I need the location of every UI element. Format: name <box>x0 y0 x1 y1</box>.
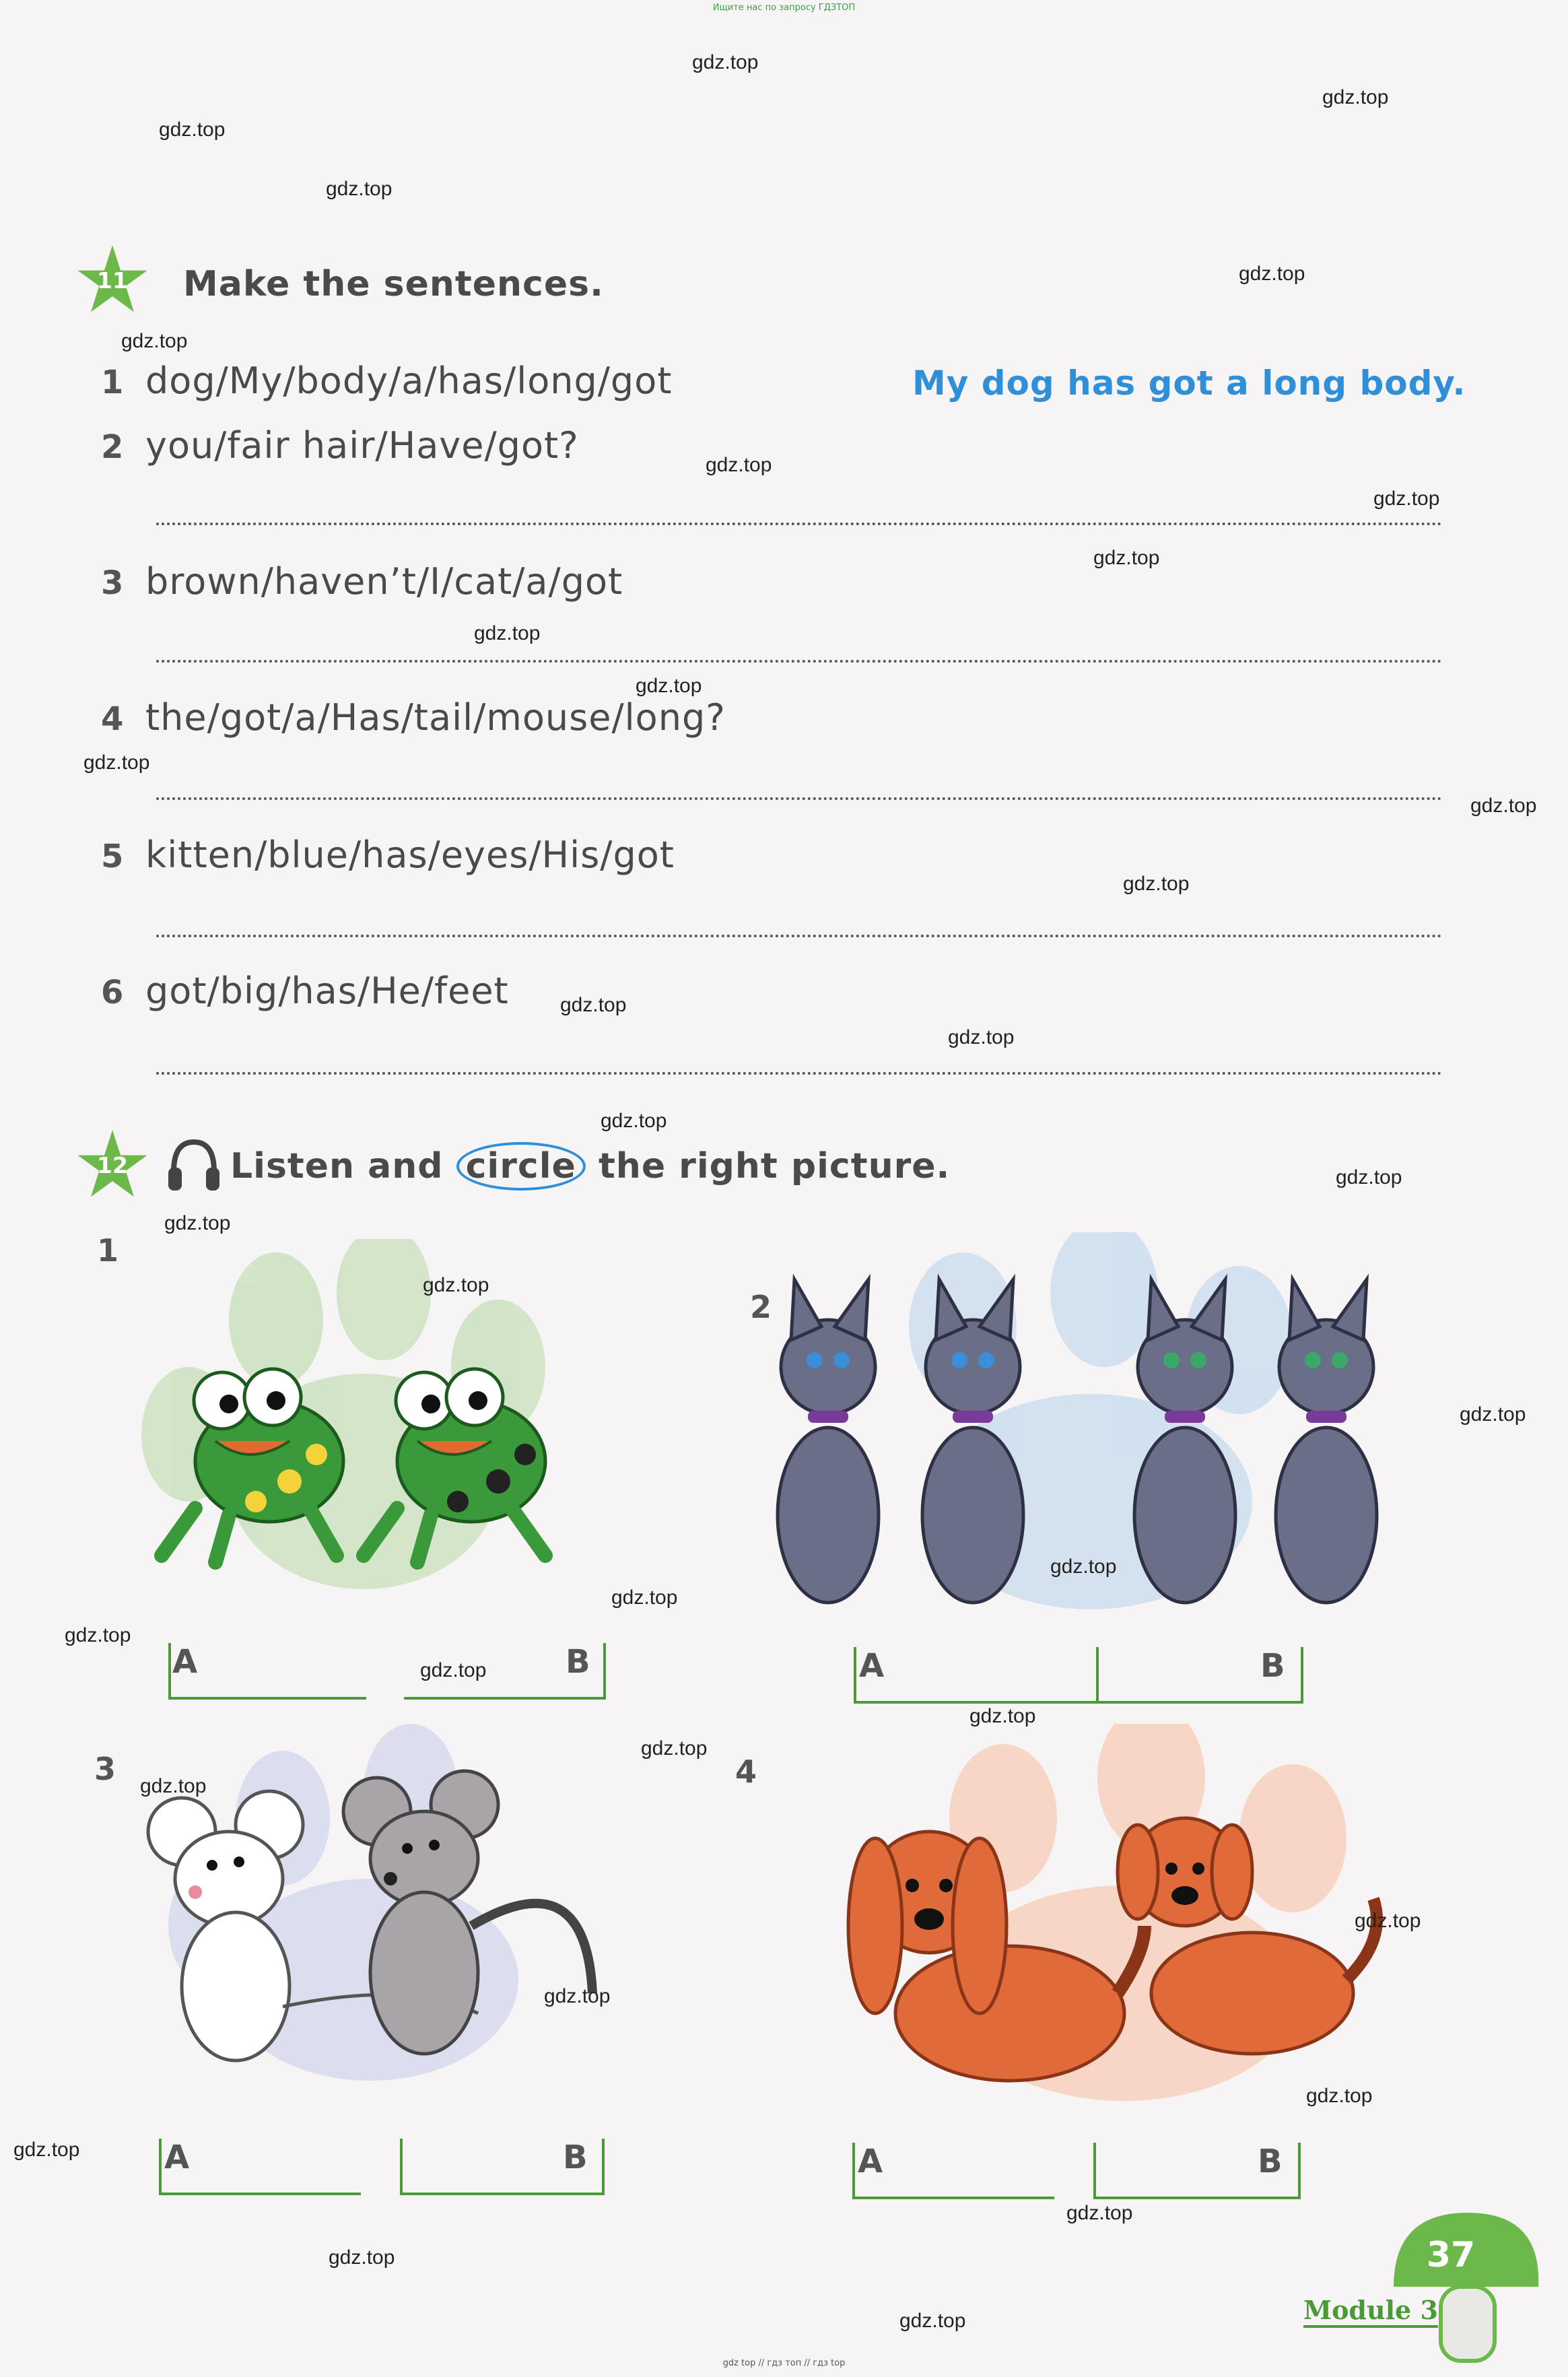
watermark: gdz.top <box>1336 1166 1402 1188</box>
watermark: gdz.top <box>969 1705 1036 1727</box>
picture-2-label-b: B <box>1260 1647 1285 1685</box>
task-12-title <box>230 1146 950 1186</box>
watermark: gdz.top <box>1066 2202 1133 2224</box>
watermark: gdz.top <box>1355 1910 1421 1932</box>
item-3-answer-line[interactable] <box>156 660 1442 663</box>
watermark: gdz.top <box>601 1110 667 1132</box>
watermark: gdz.top <box>560 994 627 1016</box>
picture-4-label-b: B <box>1258 2143 1283 2180</box>
item-6-answer-line[interactable] <box>156 1072 1442 1075</box>
picture-2-choice-a[interactable] <box>854 1647 1105 1704</box>
picture-2-number: 2 <box>750 1289 772 1325</box>
watermark: gdz.top <box>13 2139 80 2161</box>
task-12-title-after: the right picture. <box>598 1146 951 1186</box>
item-6-number: 6 <box>101 974 124 1011</box>
watermark: gdz.top <box>164 1212 231 1234</box>
watermark: gdz.top <box>140 1775 207 1797</box>
watermark: gdz.top <box>1322 86 1389 108</box>
watermark: gdz.top <box>65 1624 131 1646</box>
item-4-answer-line[interactable] <box>156 797 1442 800</box>
picture-1-choice-a[interactable] <box>168 1643 366 1700</box>
picture-1-number: 1 <box>97 1232 119 1269</box>
item-2-number: 2 <box>101 428 124 466</box>
task-12-title-before: Listen and <box>230 1146 444 1186</box>
watermark: gdz.top <box>326 178 393 200</box>
watermark: gdz.top <box>1373 488 1440 510</box>
item-4-words: the/got/a/Has/tail/mouse/long? <box>145 696 726 739</box>
watermark: gdz.top <box>641 1737 708 1760</box>
task-11-number: 11 <box>97 267 128 294</box>
page-number: 37 <box>1426 2235 1476 2275</box>
picture-3-number: 3 <box>94 1751 116 1787</box>
watermark: gdz.top <box>329 2246 395 2269</box>
picture-3-label-a: A <box>164 2139 190 2176</box>
headphones-icon <box>167 1137 221 1195</box>
watermark: gdz.top <box>1239 263 1305 285</box>
page-number-mushroom <box>1387 2206 1542 2374</box>
watermark: gdz.top <box>948 1026 1015 1048</box>
item-5-words: kitten/blue/has/eyes/His/got <box>145 834 675 876</box>
task-11-badge <box>75 244 149 318</box>
item-6-words: got/big/has/He/feet <box>145 970 509 1012</box>
watermark: gdz.top <box>1050 1555 1117 1578</box>
watermark: gdz.top <box>474 622 541 644</box>
task-11-title: Make the sentences. <box>183 264 604 304</box>
item-1-words: dog/My/body/a/has/long/got <box>145 360 673 402</box>
watermark: gdz.top <box>83 751 150 774</box>
item-2-words: you/fair hair/Have/got? <box>145 424 579 467</box>
item-2-answer-line[interactable] <box>156 523 1442 525</box>
picture-3-label-b: B <box>563 2139 588 2176</box>
watermark: gdz.top <box>1470 795 1537 817</box>
bottom-note: gdz top // гдз топ // гдз top <box>722 2358 846 2368</box>
task-12-number: 12 <box>97 1152 128 1178</box>
item-4-number: 4 <box>101 700 124 738</box>
watermark: gdz.top <box>121 330 188 352</box>
watermark: gdz.top <box>420 1659 487 1681</box>
task-12-title-circle: circle <box>456 1142 586 1191</box>
watermark: gdz.top <box>636 675 702 697</box>
picture-1-frogs <box>121 1239 606 1616</box>
watermark: gdz.top <box>1123 873 1190 895</box>
picture-1-label-b: B <box>566 1643 590 1681</box>
item-3-number: 3 <box>101 564 124 602</box>
watermark: gdz.top <box>899 2310 966 2332</box>
item-3-words: brown/haven’t/I/cat/a/got <box>145 560 623 603</box>
picture-4-dogs <box>835 1724 1427 2114</box>
item-5-number: 5 <box>101 838 124 875</box>
top-note: Ищите нас по запросу ГДЗТОП <box>712 3 856 13</box>
item-1-number: 1 <box>101 364 124 401</box>
picture-4-label-a: A <box>858 2143 883 2180</box>
watermark: gdz.top <box>1093 547 1160 569</box>
watermark: gdz.top <box>423 1274 489 1296</box>
watermark: gdz.top <box>159 119 226 141</box>
picture-4-number: 4 <box>735 1753 757 1790</box>
picture-2-label-a: A <box>859 1647 885 1685</box>
watermark: gdz.top <box>544 1985 611 2007</box>
watermark: gdz.top <box>692 51 759 73</box>
item-1-answer: My dog has got a long body. <box>912 364 1466 403</box>
watermark: gdz.top <box>706 454 772 476</box>
watermark: gdz.top <box>1460 1403 1526 1426</box>
watermark: gdz.top <box>611 1586 678 1609</box>
picture-1-label-a: A <box>172 1643 198 1681</box>
module-label: Module 3 <box>1303 2295 1438 2328</box>
item-5-answer-line[interactable] <box>156 935 1442 937</box>
task-12-badge <box>75 1129 149 1203</box>
watermark: gdz.top <box>1306 2085 1373 2107</box>
